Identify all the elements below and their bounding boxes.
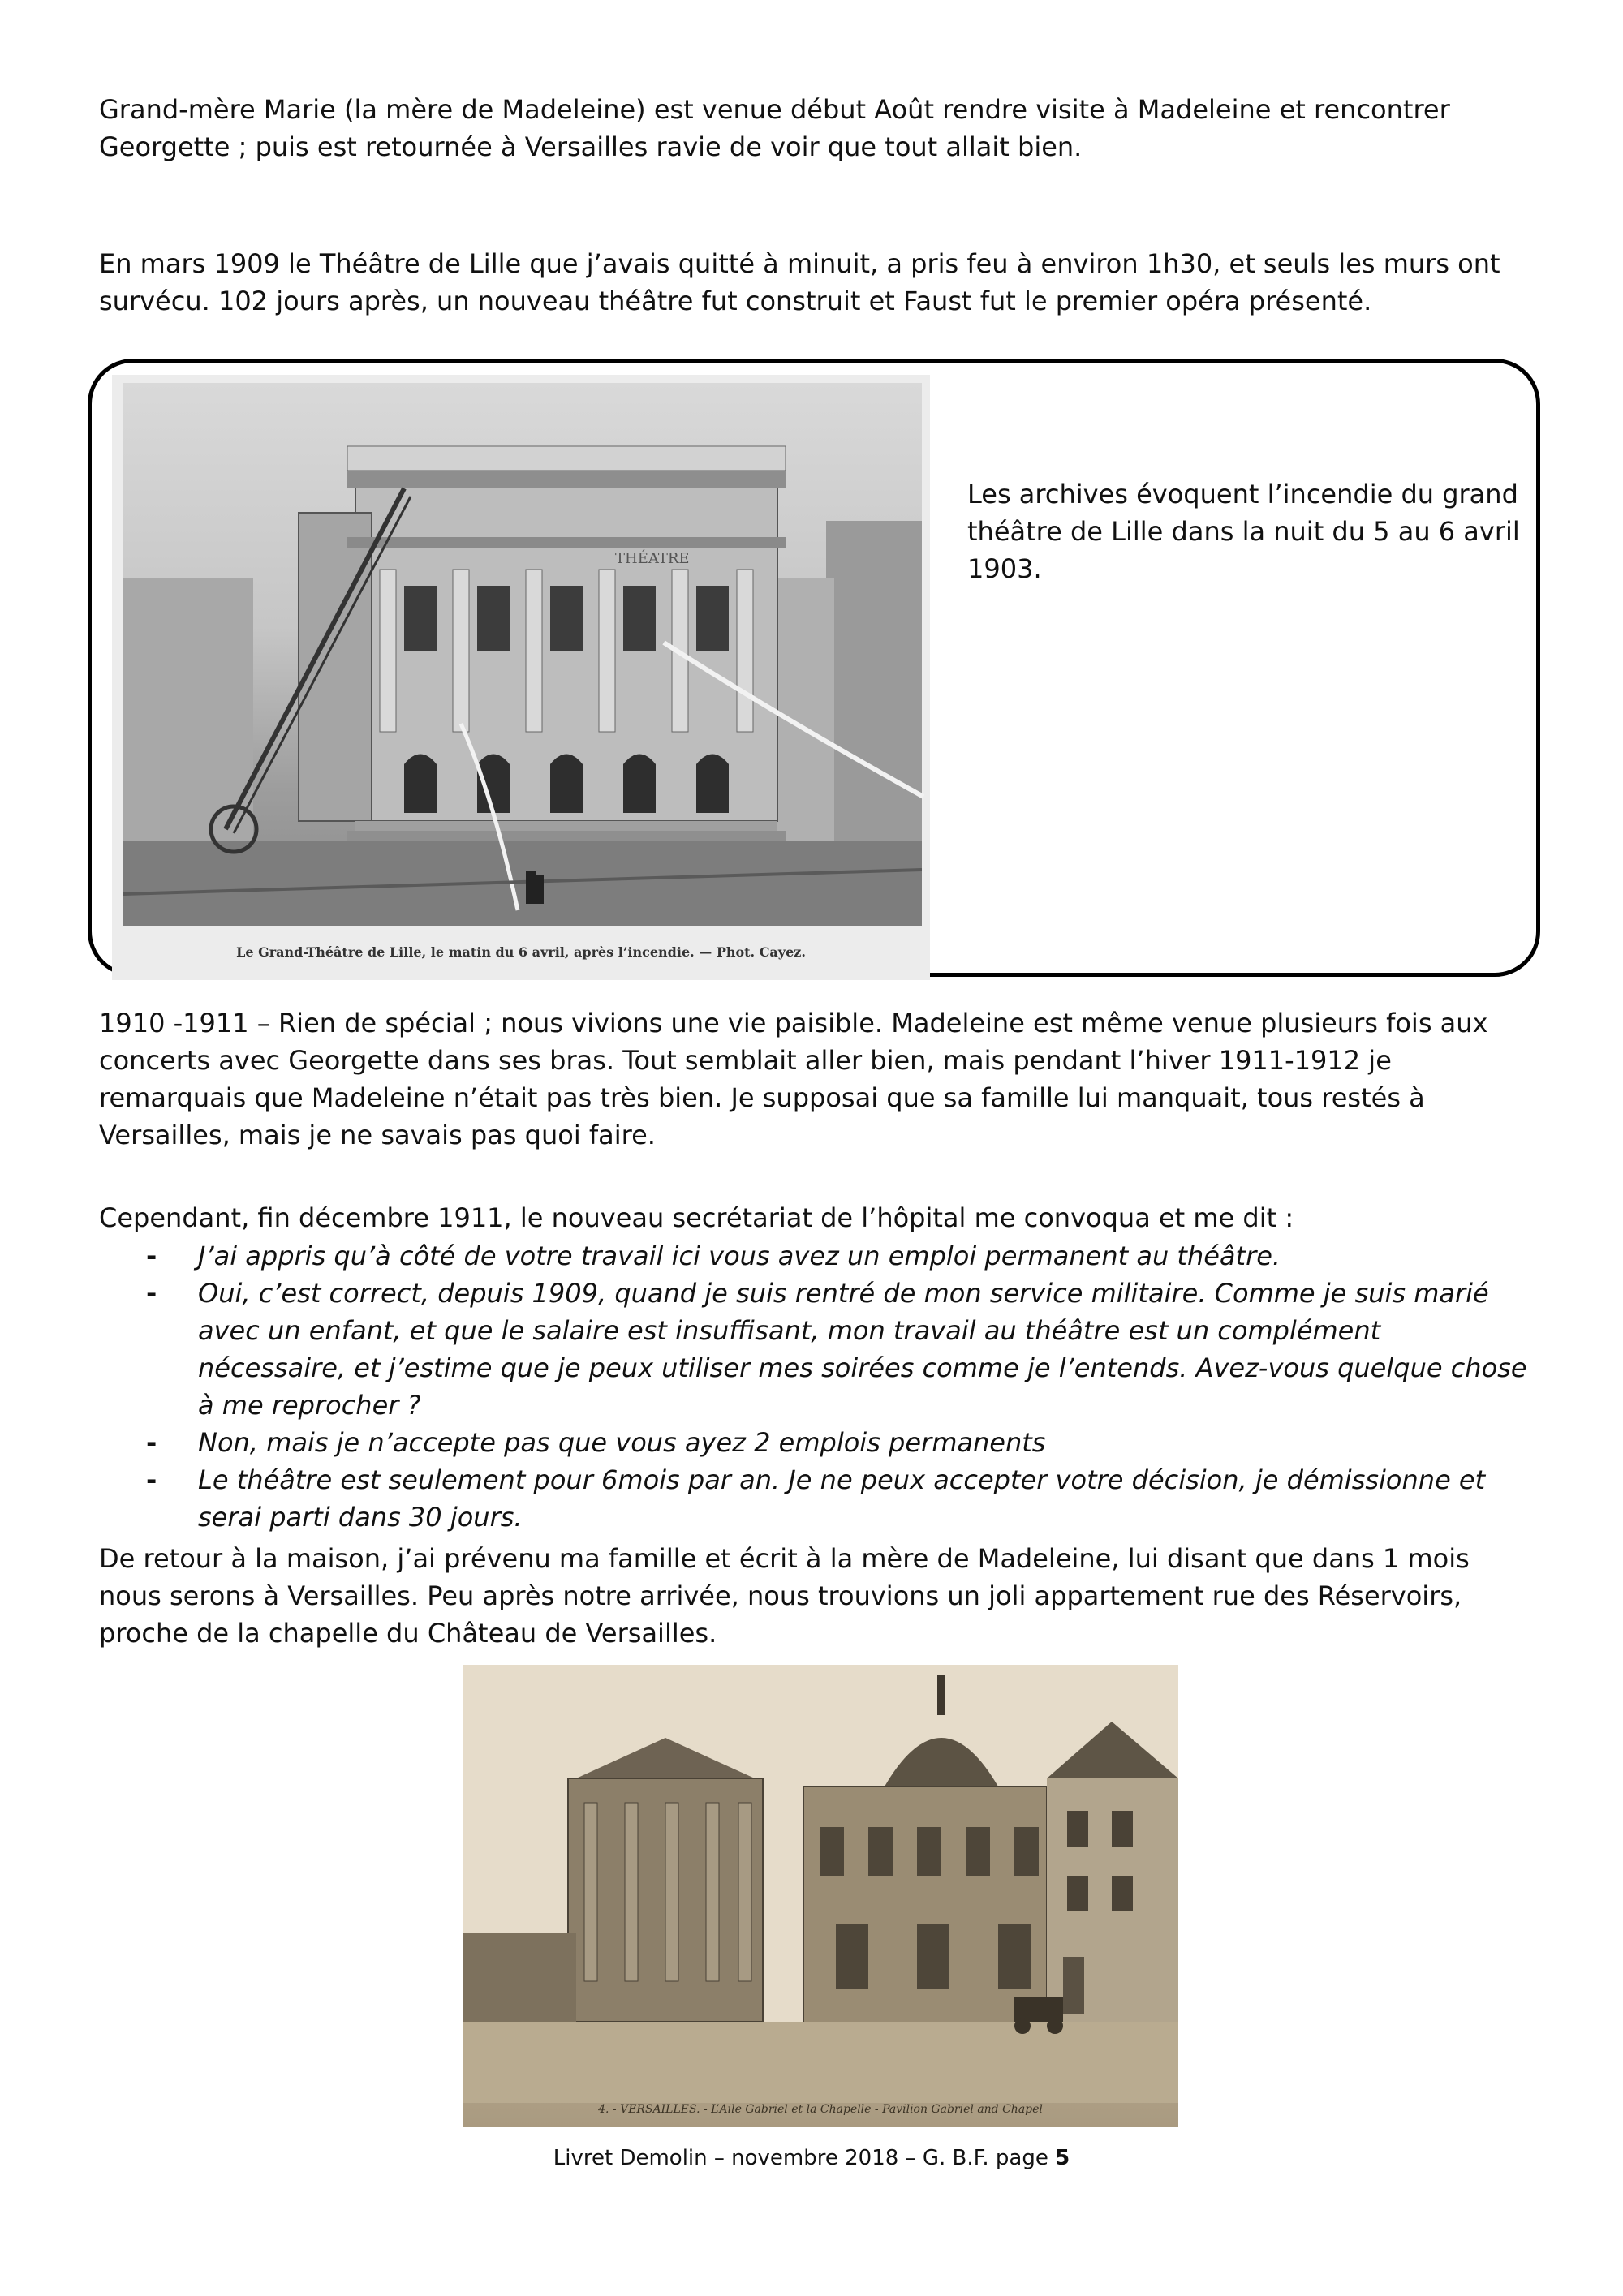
paragraph-convocation: Cependant, fin décembre 1911, le nouveau secrétariat de l’hôpital me convoqua et me dit :	[99, 1202, 1294, 1233]
page-footer	[0, 2144, 1623, 2172]
paragraph-1910-1911: 1910 -1911 – Rien de spécial ; nous vivions une vie paisible. Madeleine est même venue plusieurs fois aux concerts avec Georgette dans ses bras. Tout semblait aller bien, mais pendant l’hiver 1911-1912 je remarquais que Madeleine n’était pas très bien. Je supposai que sa famille lui manquait, tous restés à Versailles, mais je ne savais pas quoi faire.	[99, 1008, 1488, 1150]
dialogue-dash: -	[146, 1427, 157, 1458]
footer-text: Livret Demolin – novembre 2018 – G. B.F. page	[553, 2146, 1056, 2170]
dialogue-line	[99, 1424, 1527, 1461]
paragraph-retour-versailles: De retour à la maison, j’ai prévenu ma famille et écrit à la mère de Madeleine, lui disant que dans 1 mois nous serons à Versailles. Peu après notre arrivée, nous trouvions un joli appartement rue des Réservoirs, proche de la chapelle du Château de Versailles.	[99, 1543, 1470, 1649]
page-number: 5	[1055, 2146, 1070, 2170]
dialogue-text: Non, mais je n’accepte pas que vous ayez 2 emplois permanents	[198, 1427, 1046, 1458]
dialogue-line	[99, 1461, 1527, 1536]
dialogue-dash: -	[146, 1240, 157, 1271]
versailles-chapel-illustration	[463, 1665, 1178, 2103]
facade-lettering: THÉATRE	[615, 550, 690, 567]
lille-photo-caption: Le Grand-Théâtre de Lille, le matin du 6 avril, après l’incendie. — Phot. Cayez.	[236, 944, 806, 960]
versailles-postcard-caption: 4. - VERSAILLES. - L’Aile Gabriel et la Chapelle - Pavilion Gabriel and Chapel	[598, 2103, 1043, 2116]
versailles-postcard-photo	[463, 1665, 1178, 2127]
dialogue-line	[99, 1275, 1527, 1424]
dialogue-line	[99, 1237, 1527, 1275]
paragraph-theatre-fire: En mars 1909 le Théâtre de Lille que j’avais quitté à minuit, a pris feu à environ 1h30, et seuls les murs ont survécu. 102 jours après, un nouveau théâtre fut construit et Faust fut le premier opéra présenté.	[99, 248, 1500, 316]
dialogue-text: J’ai appris qu’à côté de votre travail ici vous avez un emploi permanent au théâtre.	[198, 1240, 1281, 1271]
dialogue-dash: -	[146, 1464, 157, 1495]
dialogue-text: Oui, c’est correct, depuis 1909, quand je suis rentré de mon service militaire. Comme je suis marié avec un enfant, et que le salaire est insuffisant, mon travail au théâtre est un complément nécessaire, et j’estime que je peux utiliser mes soirées comme je l’entends. Avez-vous quelque chose à me reprocher ?	[198, 1278, 1527, 1421]
lille-theatre-illustration	[112, 375, 930, 943]
dialogue-text: Le théâtre est seulement pour 6mois par an. Je ne peux accepter votre décision, je démissionne et serai parti dans 30 jours.	[198, 1464, 1486, 1533]
lille-theatre-photo	[112, 375, 930, 980]
dialogue-list	[99, 1237, 1527, 1536]
archives-note: Les archives évoquent l’incendie du grand théâtre de Lille dans la nuit du 5 au 6 avril 1903.	[967, 479, 1520, 584]
paragraph-grand-mere: Grand-mère Marie (la mère de Madeleine) est venue début Août rendre visite à Madeleine et rencontrer Georgette ; puis est retournée à Versailles ravie de voir que tout allait bien.	[99, 94, 1450, 162]
dialogue-dash: -	[146, 1278, 157, 1309]
